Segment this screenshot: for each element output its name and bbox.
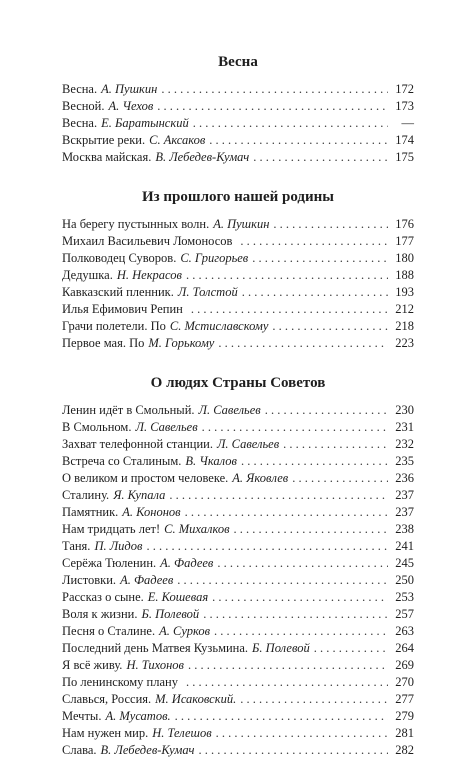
- entry-title: Полководец Суворов.: [62, 251, 177, 265]
- dot-leader: [193, 115, 388, 132]
- dot-leader: [292, 470, 388, 487]
- entry-page-number: 270: [395, 675, 414, 689]
- entry-title: Михаил Васильевич Ломоносов: [62, 234, 233, 248]
- toc-entry: [62, 132, 414, 149]
- section-spacer: [62, 352, 414, 373]
- entry-page-number: 237: [395, 488, 414, 502]
- entry-author: Е. Кошевая: [147, 590, 209, 604]
- entry-title: Весна.: [62, 116, 98, 130]
- entry-page-number: 250: [395, 573, 414, 587]
- toc-entry: [62, 606, 414, 623]
- entry-author: А. Пушкин: [213, 217, 270, 231]
- dot-leader: [283, 436, 388, 453]
- dot-leader: [161, 81, 388, 98]
- toc-entry: [62, 453, 414, 470]
- toc-entry: [62, 115, 414, 132]
- dot-leader: [216, 725, 388, 742]
- toc-entry: [62, 640, 414, 657]
- toc-entry: [62, 742, 414, 759]
- toc-entry: [62, 318, 414, 335]
- toc-entry: [62, 674, 414, 691]
- entry-title: Таня.: [62, 539, 91, 553]
- entry-author: Н. Тихонов: [126, 658, 184, 672]
- entry-author: Л. Савельев: [135, 420, 198, 434]
- toc-entry: [62, 216, 414, 233]
- entry-title: Памятник.: [62, 505, 119, 519]
- entry-page-number: 193: [395, 285, 414, 299]
- toc-section: [62, 52, 414, 166]
- dot-leader: [253, 149, 388, 166]
- dot-leader: [186, 267, 388, 284]
- toc-entry: [62, 521, 414, 538]
- entry-author: Я. Купала: [113, 488, 166, 502]
- dot-leader: [265, 402, 388, 419]
- entry-list: [62, 402, 414, 759]
- table-of-contents: [62, 52, 414, 759]
- entry-title: Первое мая. По: [62, 336, 145, 350]
- entry-page-number: 279: [395, 709, 414, 723]
- toc-entry: [62, 436, 414, 453]
- entry-title: На берегу пустынных волн.: [62, 217, 210, 231]
- dot-leader: [198, 742, 388, 759]
- entry-title: Грачи полетели. По: [62, 319, 166, 333]
- toc-entry: [62, 504, 414, 521]
- entry-author: Л. Савельев: [198, 403, 261, 417]
- entry-page-number: 263: [395, 624, 414, 638]
- dot-leader: [185, 504, 388, 521]
- toc-entry: [62, 250, 414, 267]
- entry-title: О великом и простом человеке.: [62, 471, 229, 485]
- entry-page-number: 173: [395, 99, 414, 113]
- dot-leader: [203, 606, 388, 623]
- entry-author: Б. Полевой: [141, 607, 200, 621]
- entry-page-number: 277: [395, 692, 414, 706]
- entry-author: А. Кононов: [122, 505, 181, 519]
- entry-page-number: 245: [395, 556, 414, 570]
- dot-leader: [186, 674, 388, 691]
- entry-author: М. Горькому: [148, 336, 215, 350]
- entry-page-number: 281: [395, 726, 414, 740]
- entry-page-number: 236: [395, 471, 414, 485]
- dot-leader: [242, 284, 388, 301]
- entry-title: Последний день Матвея Кузьмина.: [62, 641, 249, 655]
- toc-entry: [62, 538, 414, 555]
- entry-title: Сталину.: [62, 488, 110, 502]
- toc-entry: [62, 335, 414, 352]
- toc-entry: [62, 691, 414, 708]
- entry-list: [62, 81, 414, 166]
- toc-entry: [62, 725, 414, 742]
- entry-title: Славься, Россия.: [62, 692, 152, 706]
- toc-entry: [62, 419, 414, 436]
- entry-page-number: 223: [395, 336, 414, 350]
- dot-leader: [240, 233, 388, 250]
- entry-author: Л. Толстой: [177, 285, 238, 299]
- dot-leader: [252, 250, 388, 267]
- entry-author: А. Пушкин: [101, 82, 158, 96]
- dot-leader: [188, 657, 388, 674]
- toc-entry: [62, 149, 414, 166]
- entry-author: А. Чехов: [108, 99, 154, 113]
- dot-leader: [169, 487, 388, 504]
- entry-list: [62, 216, 414, 352]
- entry-author: Е. Баратынский: [101, 116, 189, 130]
- dot-leader: [214, 623, 388, 640]
- entry-title: Листовки.: [62, 573, 117, 587]
- dot-leader: [157, 98, 388, 115]
- entry-title: Песня о Сталине.: [62, 624, 156, 638]
- entry-author: П. Лидов: [94, 539, 143, 553]
- entry-page-number: 180: [395, 251, 414, 265]
- entry-title: Илья Ефимович Репин: [62, 302, 183, 316]
- toc-entry: [62, 487, 414, 504]
- entry-author: С. Аксаков: [149, 133, 206, 147]
- dot-leader: [273, 216, 388, 233]
- entry-author: Б. Полевой: [252, 641, 310, 655]
- toc-entry: [62, 470, 414, 487]
- entry-page-number: 264: [395, 641, 414, 655]
- entry-page-number: 188: [395, 268, 414, 282]
- dot-leader: [146, 538, 388, 555]
- entry-title: Рассказ о сыне.: [62, 590, 144, 604]
- toc-entry: [62, 657, 414, 674]
- entry-title: Серёжа Тюленин.: [62, 556, 157, 570]
- entry-title: Вскрытие реки.: [62, 133, 146, 147]
- entry-page-number: 230: [395, 403, 414, 417]
- entry-title: Кавказский пленник.: [62, 285, 174, 299]
- entry-page-number: 172: [395, 82, 414, 96]
- entry-title: Нам тридцать лет!: [62, 522, 161, 536]
- entry-author: А. Фадеев: [120, 573, 174, 587]
- entry-title: По ленинскому плану: [62, 675, 178, 689]
- entry-page-number: 237: [395, 505, 414, 519]
- entry-title: Я всё живу.: [62, 658, 123, 672]
- toc-entry: [62, 81, 414, 98]
- section-title: Весна: [218, 54, 258, 70]
- dot-leader: [240, 691, 388, 708]
- entry-page-number: 177: [395, 234, 414, 248]
- entry-page-number: 282: [395, 743, 414, 757]
- entry-author: С. Григорьев: [180, 251, 249, 265]
- entry-page-number: 218: [395, 319, 414, 333]
- entry-page-number: 231: [395, 420, 414, 434]
- toc-entry: [62, 589, 414, 606]
- entry-page-number: 241: [395, 539, 414, 553]
- toc-entry: [62, 301, 414, 318]
- section-title: О людях Страны Советов: [150, 375, 326, 391]
- entry-title: Ленин идёт в Смольный.: [62, 403, 195, 417]
- toc-entry: [62, 555, 414, 572]
- entry-title: Весна.: [62, 82, 98, 96]
- dot-leader: [272, 318, 388, 335]
- entry-author: Н. Телешов: [152, 726, 212, 740]
- entry-page-number: 175: [395, 150, 414, 164]
- dot-leader: [209, 132, 388, 149]
- entry-author: В. Лебедев-Кумач: [155, 150, 250, 164]
- toc-entry: [62, 233, 414, 250]
- dot-leader: [202, 419, 388, 436]
- entry-page-number: —: [401, 116, 414, 130]
- entry-author: В. Лебедев-Кумач: [100, 743, 195, 757]
- toc-section: [62, 373, 414, 759]
- entry-title: Слава.: [62, 743, 97, 757]
- toc-entry: [62, 284, 414, 301]
- entry-page-number: 253: [395, 590, 414, 604]
- dot-leader: [241, 453, 388, 470]
- toc-entry: [62, 267, 414, 284]
- toc-entry: [62, 572, 414, 589]
- entry-page-number: 212: [395, 302, 414, 316]
- dot-leader: [212, 589, 388, 606]
- entry-title: Весной.: [62, 99, 105, 113]
- entry-author: С. Мстиславскому: [169, 319, 269, 333]
- entry-page-number: 174: [395, 133, 414, 147]
- entry-author: Л. Савельев: [216, 437, 280, 451]
- entry-author: А. Мусатов.: [105, 709, 171, 723]
- entry-author: В. Чкалов: [185, 454, 237, 468]
- entry-author: М. Исаковский.: [155, 692, 237, 706]
- entry-author: А. Сурков: [159, 624, 211, 638]
- toc-entry: [62, 402, 414, 419]
- dot-leader: [191, 301, 388, 318]
- entry-title: Нам нужен мир.: [62, 726, 149, 740]
- toc-entry: [62, 623, 414, 640]
- dot-leader: [177, 572, 388, 589]
- entry-page-number: 257: [395, 607, 414, 621]
- entry-author: С. Михалков: [164, 522, 230, 536]
- section-title: Из прошлого нашей родины: [141, 189, 335, 205]
- entry-author: А. Фадеев: [160, 556, 214, 570]
- dot-leader: [234, 521, 388, 538]
- dot-leader: [218, 335, 388, 352]
- entry-title: В Смольном.: [62, 420, 132, 434]
- entry-page-number: 176: [395, 217, 414, 231]
- entry-title: Воля к жизни.: [62, 607, 138, 621]
- entry-title: Мечты.: [62, 709, 102, 723]
- toc-section: [62, 187, 414, 352]
- entry-page-number: 238: [395, 522, 414, 536]
- dot-leader: [217, 555, 388, 572]
- entry-page-number: 235: [395, 454, 414, 468]
- entry-page-number: 269: [395, 658, 414, 672]
- entry-title: Встреча со Сталиным.: [62, 454, 182, 468]
- section-spacer: [62, 166, 414, 187]
- dot-leader: [314, 640, 388, 657]
- entry-title: Москва майская.: [62, 150, 152, 164]
- entry-title: Дедушка.: [62, 268, 113, 282]
- entry-title: Захват телефонной станции.: [62, 437, 213, 451]
- toc-entry: [62, 98, 414, 115]
- entry-author: Н. Некрасов: [116, 268, 182, 282]
- entry-page-number: 232: [395, 437, 414, 451]
- entry-author: А. Яковлев: [232, 471, 289, 485]
